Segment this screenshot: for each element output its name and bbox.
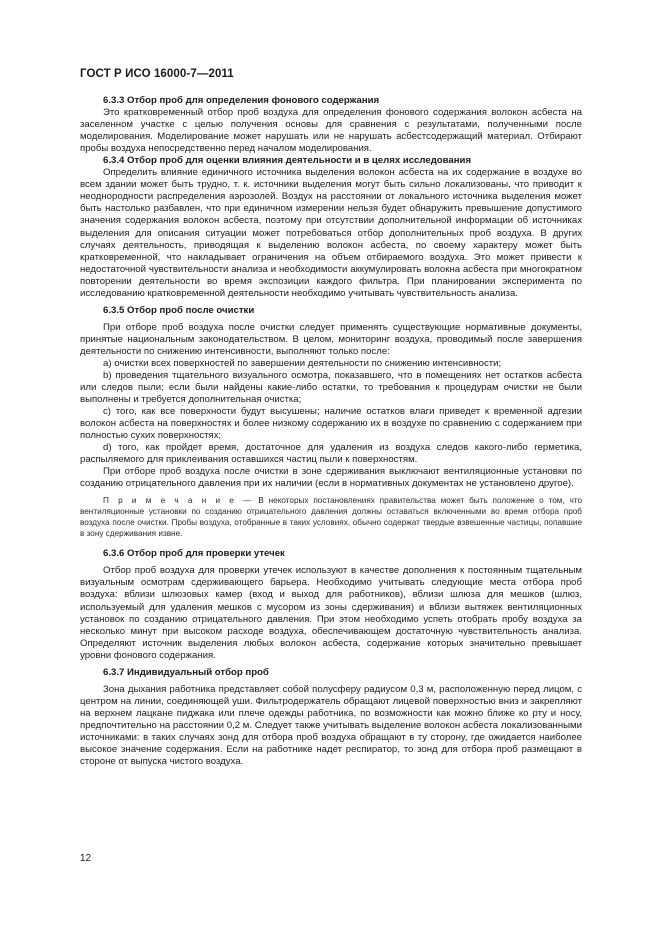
document-header: ГОСТ Р ИСО 16000-7—2011 <box>80 68 234 80</box>
list-item-a: а) очистки всех поверхностей по завершении деятельности по снижению интенсивности; <box>103 357 502 369</box>
heading-6-3-7: 6.3.7 Индивидуальный отбор проб <box>103 666 269 678</box>
list-item-b: b) проведения тщательного визуального осмотра, показавшего, что в помещениях нет остатков асбеста или следов пыли; если были найдены какие-либо остатки, то требования к процедурам очистки не были выполнены и требуется дополнительная очистка; <box>80 370 582 406</box>
heading-6-3-4: 6.3.4 Отбор проб для оценки влияния деятельности и в целях исследования <box>103 155 472 167</box>
list-item-d: d) того, как пройдет время, достаточное для удаления из воздуха следов какого-либо герметика, распыляемого для приклеивания оставшихся частиц пыли к поверхностям. <box>80 442 582 466</box>
note-label: П р и м е ч а н и е — <box>103 495 254 505</box>
paragraph: Зона дыхания работника представляет собой полусферу радиусом 0,3 м, расположенную перед лицом, с центром на линии, соединяющей уши. Фильтродержатель обращают лицевой поверхностью вниз и закрепляют на верхнем лацкане пиджака или плече одежды работника, по возможности как можно ближе ко рту и носу, предпочтительно на расстоянии 0,2 м. Следует также учитывать выделение волокон асбеста локализованными источниками: в таких случаях зонд для отбора проб воздуха обращают в ту сторону, где ожидается наиболее высокое значение содержания. Если на работнике надет респиратор, то зонд для отбора проб размещают в стороне от выпуска чистого воздуха. <box>80 683 582 768</box>
page-number: 12 <box>80 853 92 864</box>
heading-6-3-3: 6.3.3 Отбор проб для определения фонового содержания <box>103 95 380 106</box>
paragraph: Это кратковременный отбор проб воздуха для определения фонового содержания волокон асбеста на заселенном участке с целью получения основы для сравнения с результатами, полученными после моделирования. Моделирование может нарушать или не нарушать асбестсодержащий материал. Отбирают пробы воздуха непосредственно перед началом моделирования. <box>80 107 582 155</box>
document-body <box>80 95 582 768</box>
paragraph: Отбор проб воздуха для проверки утечек используют в качестве дополнения к постоянным тщательным визуальным осмотрам сдерживающего барьера. Необходимо учитывать следующие места отбора проб воздуха: вблизи шлюзовых камер (вход и выход для работников), вблизи шлюза для мешков (шлюз, используемый для удаления мешков с мусором из зоны сдерживания) и вблизи вытяжек вентиляционных установок по созданию отрицательного давления. При этом необходимо успеть отобрать пробу воздуха за несколько минут при высоком расходе воздуха, обеспечивающем достаточную чувствительность анализа. Определяют источник выделения любых волокон асбеста, содержание которых значительно превышает уровни фонового содержания. <box>80 565 582 661</box>
note-text: В некоторых постановлениях правительства может быть положение о том, что вентиляционные установки по созданию отрицательного давления должны оставаться включенными во время отбора проб воздуха после очистки. Пробы воздуха, отобранные в таких условиях, обычно содержат твердые взвешенные частицы, попавшие в зону сдерживания извне. <box>80 495 583 539</box>
list-item-c: с) тогo, как все поверхности будут высушены; наличие остатков влаги приведет к временной адгезии волокон асбеста на поверхностях и более низкому содержанию их в воздухе по сравнению с содержанием при полностью сухих поверхностях; <box>80 406 582 442</box>
note <box>80 495 582 540</box>
heading-6-3-5: 6.3.5 Отбор проб после очистки <box>103 304 255 316</box>
paragraph: Определить влияние единичного источника выделения волокон асбеста на их содержание в воздухе во всем здании может быть трудно, т. к. источники выделения могут быть сильно локализованы, что приводит к неоднородности распределения аэрозолей. Воздух на расстоянии от локального источника выделения может быть настолько разбавлен, что при единичном измерении нельзя будет обнаружить превышение допустимого значения содержания волокон асбеста, поэтому при отсутствии дополнительной информации об источниках выделения для описания ситуации может потребоваться отбор дополнительных проб воздуха. В других случаях деятельность, приводящая к выделению волокон асбеста, по своему характеру может быть кратковременной, что накладывает ограничения на объем отбираемого воздуха. Это может привести к недостаточной чувствительности анализа и необходимости аккумулировать волокна асбеста при многократном повторении деятельности во время экспозиции каждого фильтра. При планировании эксперимента по исследованию кратковременной деятельности необходимо учитывать чувствительность анализа. <box>80 167 582 299</box>
paragraph: При отборе проб воздуха после очистки следует применять существующие нормативные документы, принятые национальным законодательством. В целом, мониторинг воздуха, проводимый после завершения деятельности по снижению интенсивности, выполняют только после: <box>80 321 582 357</box>
heading-6-3-6: 6.3.6 Отбор проб для проверки утечек <box>103 548 285 560</box>
paragraph: При отборе проб воздуха после очистки в зоне сдерживания выключают вентиляционные установки по созданию отрицательного давления при их наличии (если в нормативных документах не установлено другое). <box>80 466 582 490</box>
